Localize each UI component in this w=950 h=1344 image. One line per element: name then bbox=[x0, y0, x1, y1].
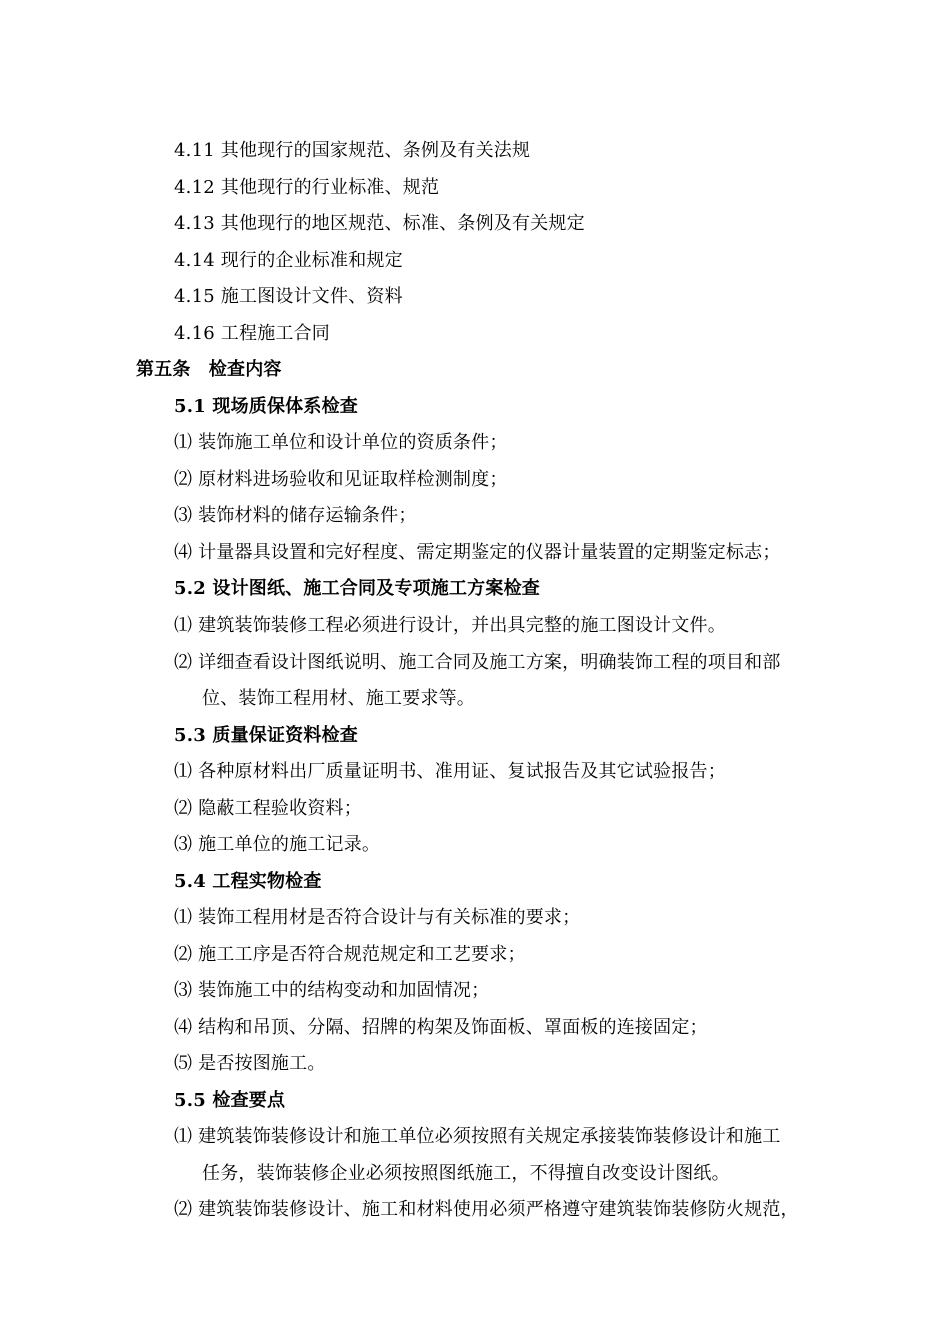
clause-4-13: 4.13 其他现行的地区规范、标准、条例及有关规定 bbox=[174, 213, 585, 234]
list-item: ⑴ 装饰施工单位和设计单位的资质条件； bbox=[174, 432, 508, 453]
clause-4-11: 4.11 其他现行的国家规范、条例及有关法规 bbox=[174, 140, 531, 161]
section-5-3-heading: 5.3 质量保证资料检查 bbox=[174, 725, 358, 746]
list-item-continuation: 任务，装饰装修企业必须按照图纸施工，不得擅自改变设计图纸。 bbox=[202, 1163, 730, 1184]
list-item: ⑴ 各种原材料出厂质量证明书、准用证、复试报告及其它试验报告； bbox=[174, 761, 726, 782]
list-item: ⑶ 装饰材料的储存运输条件； bbox=[174, 505, 417, 526]
section-5-2-heading: 5.2 设计图纸、施工合同及专项施工方案检查 bbox=[174, 578, 540, 599]
section-5-4-heading: 5.4 工程实物检查 bbox=[174, 871, 322, 892]
section-5-5-heading: 5.5 检查要点 bbox=[174, 1090, 286, 1111]
clause-4-12: 4.12 其他现行的行业标准、规范 bbox=[174, 177, 440, 198]
list-item: ⑴ 建筑装饰装修设计和施工单位必须按照有关规定承接装饰装修设计和施工 bbox=[174, 1126, 781, 1147]
list-item: ⑴ 装饰工程用材是否符合设计与有关标准的要求； bbox=[174, 907, 581, 928]
list-item: ⑷ 计量器具设置和完好程度、需定期鉴定的仪器计量装置的定期鉴定标志； bbox=[174, 542, 781, 563]
article-5-heading: 第五条 检查内容 bbox=[136, 359, 282, 380]
list-item-continuation: 位、装饰工程用材、施工要求等。 bbox=[202, 688, 475, 709]
list-item: ⑵ 原材料进场验收和见证取样检测制度； bbox=[174, 469, 508, 490]
list-item: ⑶ 施工单位的施工记录。 bbox=[174, 834, 381, 855]
list-item: ⑴ 建筑装饰装修工程必须进行设计，并出具完整的施工图设计文件。 bbox=[174, 615, 726, 636]
list-item: ⑵ 建筑装饰装修设计、施工和材料使用必须严格遵守建筑装饰装修防火规范， bbox=[174, 1199, 799, 1220]
clause-4-15: 4.15 施工图设计文件、资料 bbox=[174, 286, 403, 307]
list-item: ⑷ 结构和吊顶、分隔、招牌的构架及饰面板、罩面板的连接固定； bbox=[174, 1017, 708, 1038]
list-item: ⑵ 施工工序是否符合规范规定和工艺要求； bbox=[174, 944, 526, 965]
list-item: ⑵ 隐蔽工程验收资料； bbox=[174, 798, 362, 819]
section-5-1-heading: 5.1 现场质保体系检查 bbox=[174, 396, 358, 417]
list-item: ⑵ 详细查看设计图纸说明、施工合同及施工方案，明确装饰工程的项目和部 bbox=[174, 652, 781, 673]
list-item: ⑶ 装饰施工中的结构变动和加固情况； bbox=[174, 980, 490, 1001]
clause-4-16: 4.16 工程施工合同 bbox=[174, 323, 330, 344]
clause-4-14: 4.14 现行的企业标准和规定 bbox=[174, 250, 403, 271]
list-item: ⑸ 是否按图施工。 bbox=[174, 1053, 326, 1074]
